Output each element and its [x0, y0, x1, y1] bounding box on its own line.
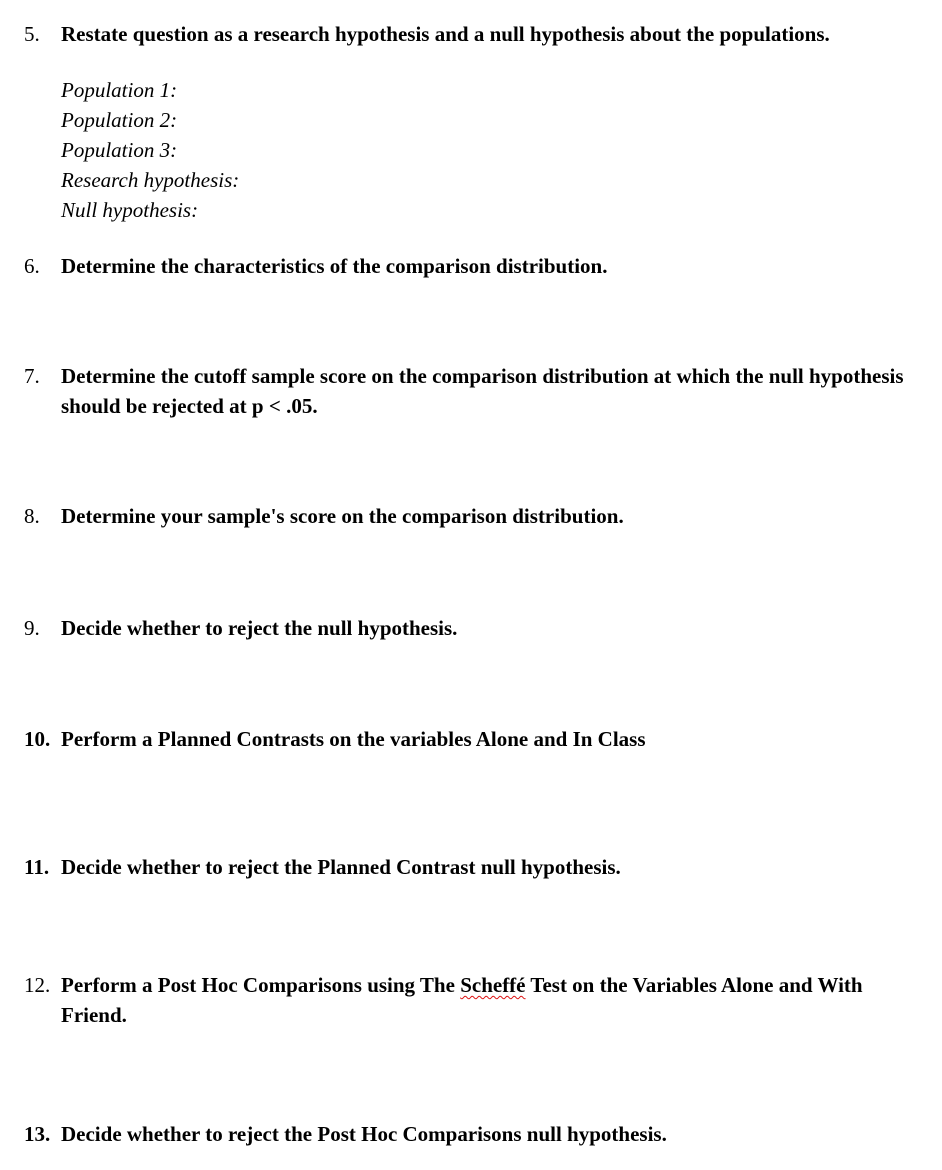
- question-text: Decide whether to reject the null hypothesis.: [61, 616, 458, 640]
- question-6: [24, 251, 924, 281]
- question-5: [24, 19, 924, 49]
- population-3-label: Population 3:: [61, 138, 178, 162]
- question-text: Decide whether to reject the Post Hoc Comparisons null hypothesis.: [61, 1122, 667, 1146]
- question-text: Perform a Planned Contrasts on the variables Alone and In Class: [61, 727, 646, 751]
- question-number: 7.: [24, 364, 40, 388]
- question-number: 13.: [24, 1122, 51, 1146]
- question-8: [24, 501, 924, 531]
- question-text: Determine the cutoff sample score on the comparison distribution at which the null hypothesis should be rejected at p < .05.: [61, 364, 909, 418]
- question-number: 6.: [24, 254, 40, 278]
- question-text: [61, 970, 914, 1030]
- question-11: [24, 852, 924, 882]
- spellcheck-flagged-word[interactable]: Scheffé: [460, 973, 526, 997]
- question-number: 5.: [24, 22, 40, 46]
- question-number: 11.: [24, 855, 50, 879]
- population-2-label: Population 2:: [61, 108, 178, 132]
- question-number: 12.: [24, 973, 51, 997]
- question-text: Determine the characteristics of the comparison distribution.: [61, 254, 608, 278]
- population-1-label: Population 1:: [61, 78, 178, 102]
- question-12: [24, 970, 914, 1030]
- question-number: 9.: [24, 616, 40, 640]
- question-13: [24, 1119, 924, 1149]
- question-7: [24, 361, 909, 421]
- question-text: Decide whether to reject the Planned Contrast null hypothesis.: [61, 855, 621, 879]
- question-text-part: Test on the Variables Alone and With Friend.: [61, 973, 868, 1027]
- question-number: 10.: [24, 727, 51, 751]
- question-number: 8.: [24, 504, 40, 528]
- question-10: [24, 724, 924, 754]
- question-text-part: Perform a Post Hoc Comparisons using The: [61, 973, 461, 997]
- research-hypothesis-label: Research hypothesis:: [61, 168, 240, 192]
- null-hypothesis-label: Null hypothesis:: [61, 198, 199, 222]
- question-text: Restate question as a research hypothesis and a null hypothesis about the populations.: [61, 22, 830, 46]
- question-9: [24, 613, 924, 643]
- question-text: Determine your sample's score on the comparison distribution.: [61, 504, 624, 528]
